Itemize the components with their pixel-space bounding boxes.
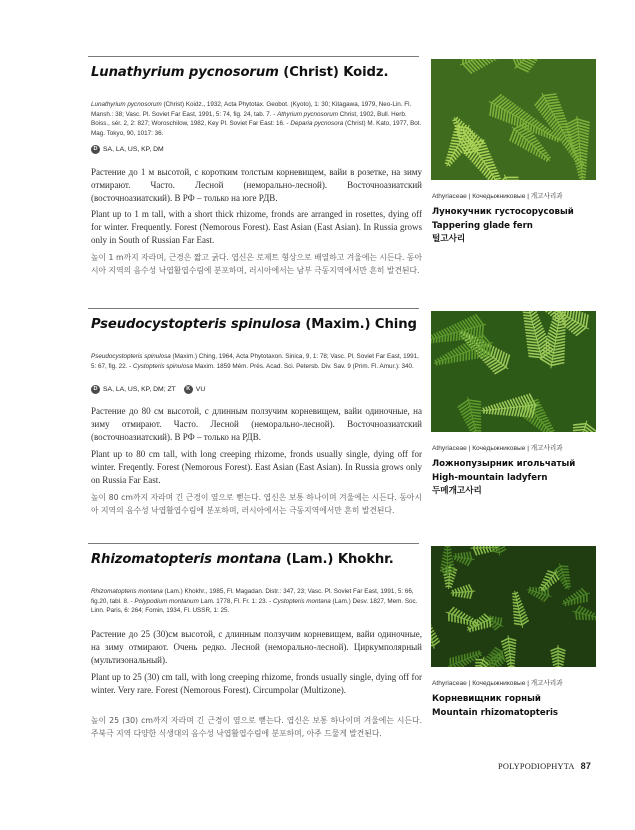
species-title — [91, 65, 421, 80]
citation-text: (Christ) Koidz., 1932, Acta Phytotax. Geobot. (Kyoto), 1: 30; Kitagawa, 1979, Neo-Lin. Fl. Mansh.: 38; Vasc. Pl. Soviet Far East, 1991, 5: 74, fig. 24, tab. 7. - — [91, 101, 412, 118]
fern-photo — [431, 546, 596, 667]
status-badge: D — [91, 145, 100, 154]
species-name: Rhizomatopteris montana — [91, 552, 282, 567]
species-photo — [431, 546, 596, 667]
name-ru: Ложнопузырник игольчатый — [432, 459, 576, 469]
citation-text: (Maxim.) Ching, 1964, Acta Phytotaxon. Sinica, 9, 1: 78; Vasc. Pl. Soviet Far East, 1991, 5: 67, fig. 22. - — [91, 353, 419, 370]
status-badge: K — [184, 385, 193, 394]
common-names — [432, 458, 607, 499]
species-photo — [431, 59, 596, 180]
species-author: (Maxim.) Ching — [305, 317, 417, 332]
name-en: Tappering glade fern — [432, 220, 533, 231]
section-name: POLYPODIOPHYTA — [498, 762, 575, 771]
description-en: Plant up to 1 m tall, with a short thick rhizome, fronds are arranged in rosettes, dying off for winter. Frequently. Forest (Nemorous Forest). East Asian (East Asian). In Russia grows only in South of Russian Far East. — [91, 209, 422, 245]
distribution-text: SA, LA, US, KP, DM; ZT — [103, 386, 176, 393]
taxon-name: Lunathyrium pycnosorum — [91, 101, 162, 108]
references — [91, 100, 422, 139]
references — [91, 352, 422, 371]
page-number: 87 — [580, 761, 592, 771]
divider — [88, 543, 419, 544]
fern-photo — [431, 59, 596, 180]
taxon-name: Deparia pycnosora — [290, 120, 344, 128]
citation-text: (Lam.) Khokhr., 1985, Fl. Magadan. Distr.: 347, 23; Vasc. Pl. Soviet Far East, 1991, 5: 66, fig.20, tabl. 8. - — [91, 588, 414, 605]
citation-text: Maxim. 1859 Mém. Prés. Acad. Sci. Petersb. Div. Sav. 9 (Prim. Fl. Amur.): 340. — [192, 362, 414, 370]
species-title — [91, 552, 421, 567]
name-ru: Лунокучник густосорусовый — [432, 207, 574, 217]
description-ko: 높이 80 cm까지 자라며 긴 근경이 옆으로 뻗는다. 엽신은 보통 하나이며 겨울에는 시든다. 동아시아 지역의 음수성 낙엽활엽수림에 분포하며, 러시아에서는 극동지역에서만 흔히 발견된다. — [91, 493, 422, 515]
taxon-name: Polypodium montanum — [134, 597, 199, 605]
family-line: Athyriaceae | Кочедыжниковые | 개고사리과 — [432, 680, 563, 687]
taxon-name: Pseudocystopteris spinulosa — [91, 353, 171, 360]
name-ko: 털고사리 — [432, 234, 466, 244]
description-ko: 높이 1 m까지 자라며, 근경은 짧고 굵다. 엽신은 로제트 형상으로 배열하고 겨울에는 시든다. 동아시아 지역의 음수성 낙엽활엽수림에 분포하며, 러시아에서는 남부 극동지역에서만 흔히 발견된다. — [91, 253, 422, 275]
species-photo — [431, 311, 596, 432]
taxon-name: Athyrium pycnosorum — [277, 110, 338, 118]
distribution-text: SA, LA, US, KP, DM — [103, 146, 164, 153]
divider — [88, 308, 419, 309]
distribution-text: VU — [195, 386, 206, 393]
distribution-tags — [91, 385, 210, 394]
status-badge: D — [91, 385, 100, 394]
taxon-name: Cystopteris montana — [273, 597, 331, 605]
species-name: Pseudocystopteris spinulosa — [91, 317, 301, 332]
page-footer — [498, 761, 591, 771]
name-en: High-mountain ladyfern — [432, 472, 548, 483]
distribution-tags — [91, 145, 169, 154]
description-ru: Растение до 1 м высотой, с коротким толстым корневищем, вайи в розетке, на зиму отмирают. Часто. Лесной (неморально-лесной). Восточноазиатский (восточноазиатский). В РФ – только на юге РДВ. — [91, 167, 422, 203]
name-ru: Корневищник горный — [432, 694, 541, 704]
description-en: Plant up to 80 cm tall, with long creeping rhizome, fronds usually single, dying off for winter. Freqently. Forest (Nemorous Forest). East Asian (East Asian). In Russia grows only on Russia Far East. — [91, 449, 422, 485]
species-author: (Lam.) Khokhr. — [285, 552, 394, 567]
citation-text: Christ, 1902, Bull. Herb. Boiss., sér. 2, 2: 827; Woroschilow, 1982, Key Pl. Soviet Far East: 16. - — [91, 110, 407, 128]
name-ko: 두메개고사리 — [432, 486, 482, 496]
common-names — [432, 206, 607, 247]
citation-text: (Christ) M. Kato, 1977, Bot. Mag. Tokyo, 90, 1017: 36. — [91, 120, 422, 138]
description-ko: 높이 25 (30) cm까지 자라며 긴 근경이 옆으로 뻗는다. 엽신은 보통 하나이며 겨울에는 시든다. 주북극 지역 다양한 식생대의 음수성 낙엽활엽수림에 분포하며, 아주 드물게 발견된다. — [91, 716, 422, 738]
taxon-name: Cystopteris spinulosa — [133, 362, 193, 370]
citation-text: (Lam.) Desv. 1827, Mem. Soc. Linn. Paris, 6: 264; Fomin, 1934, Fl. USSR, 1: 25. — [91, 597, 418, 615]
common-names — [432, 693, 607, 720]
species-title — [91, 317, 421, 332]
description-en: Plant up to 25 (30) cm tall, with long creeping rhizome, fronds usually single, dying off for winter. Very rare. Forest (Nemorous Forest). Circumpolar (Multizone). — [91, 672, 422, 695]
divider — [88, 56, 419, 57]
taxon-name: Rhizomatopteris montana — [91, 588, 163, 595]
citation-text: Lam. 1778, Fl. Fr. 1: 23. - — [198, 597, 274, 605]
description-ru: Растение до 25 (30)см высотой, с длинным ползучим корневищем, вайи одиночные, на зиму отмирают. Очень редко. Лесной (неморально-лесной). Циркумполярный (мультизональный). — [91, 629, 422, 665]
references — [91, 587, 422, 616]
species-author: (Christ) Koidz. — [283, 65, 389, 80]
family-line: Athyriaceae | Кочедыжниковые | 개고사리과 — [432, 193, 563, 200]
description-ru: Растение до 80 см высотой, с длинным ползучим корневищем, вайи одиночные, на зиму отмирают. Часто. Лесной (неморально-лесной). Восточноазиатский (восточноазиатский). В РФ – только на РДВ. — [91, 406, 422, 442]
name-en: Mountain rhizomatopteris — [432, 707, 559, 718]
species-name: Lunathyrium pycnosorum — [91, 65, 279, 80]
fern-photo — [431, 311, 596, 432]
family-line: Athyriaceae | Кочедыжниковые | 개고사리과 — [432, 445, 563, 452]
